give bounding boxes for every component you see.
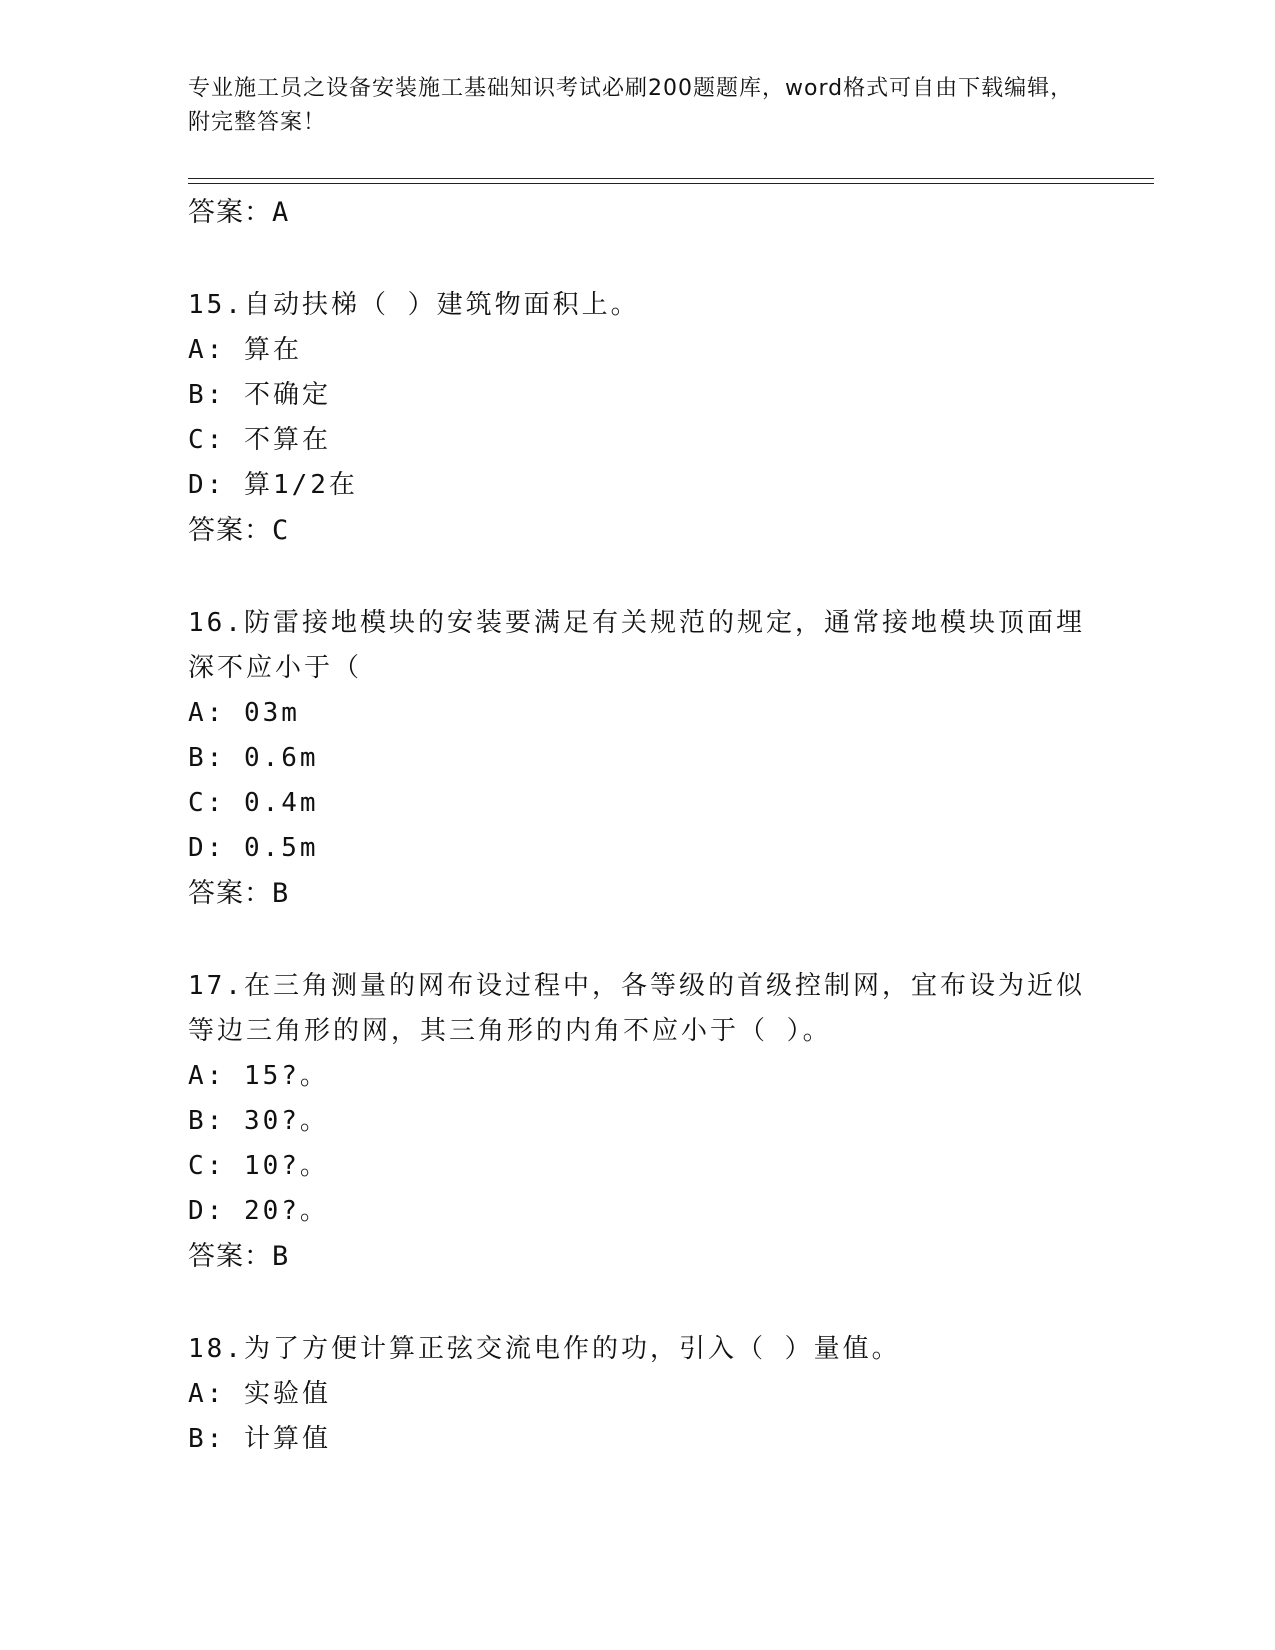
option-b: B: 计算值 xyxy=(188,1424,331,1454)
question-block xyxy=(188,601,1118,916)
answer-line xyxy=(188,871,1118,916)
question-text: 18.为了方便计算正弦交流电作的功，引入（ ）量值。 xyxy=(188,1334,901,1364)
header-divider-bottom xyxy=(188,183,1154,184)
option-a: A: 15?。 xyxy=(188,1061,329,1091)
option-d: D: 0.5m xyxy=(188,833,319,863)
option-d: D: 算1/2在 xyxy=(188,470,358,500)
answer-value: A xyxy=(272,197,290,228)
option-b: B: 不确定 xyxy=(188,380,331,410)
option-a: A: 算在 xyxy=(188,335,302,365)
question-block xyxy=(188,964,1118,1279)
question-text: 17.在三角测量的网布设过程中，各等级的首级控制网，宜布设为近似等边三角形的网，其三角形的内角不应小于（ ）。 xyxy=(188,971,1085,1046)
spacer xyxy=(188,1279,1118,1327)
answer-value: B xyxy=(272,1241,290,1272)
answer-label: 答案： xyxy=(188,197,272,228)
spacer xyxy=(188,235,1118,283)
option-a: A: 实验值 xyxy=(188,1379,331,1409)
option-c: C: 不算在 xyxy=(188,425,331,455)
option-a: A: 03m xyxy=(188,698,300,728)
document-header: 专业施工员之设备安装施工基础知识考试必刷200题题库，word格式可自由下载编辑，附完整答案！ xyxy=(188,76,1074,135)
question-block xyxy=(188,283,1118,553)
question-text: 16.防雷接地模块的安装要满足有关规范的规定，通常接地模块顶面埋深不应小于（ xyxy=(188,608,1085,683)
spacer xyxy=(188,916,1118,964)
document-body xyxy=(188,190,1118,1462)
option-b: B: 0.6m xyxy=(188,743,319,773)
answer-value: C xyxy=(272,515,290,546)
option-d: D: 20?。 xyxy=(188,1196,329,1226)
option-c: C: 0.4m xyxy=(188,788,319,818)
header-divider-top xyxy=(188,178,1154,179)
answer-label: 答案： xyxy=(188,1241,272,1272)
question-block xyxy=(188,1327,1118,1462)
option-c: C: 10?。 xyxy=(188,1151,329,1181)
question-text: 15.自动扶梯（ ）建筑物面积上。 xyxy=(188,290,640,320)
answer-line xyxy=(188,508,1118,553)
answer-value: B xyxy=(272,878,290,909)
option-b: B: 30?。 xyxy=(188,1106,329,1136)
answer-line xyxy=(188,190,1118,235)
spacer xyxy=(188,553,1118,601)
answer-line xyxy=(188,1234,1118,1279)
answer-label: 答案： xyxy=(188,515,272,546)
answer-label: 答案： xyxy=(188,878,272,909)
